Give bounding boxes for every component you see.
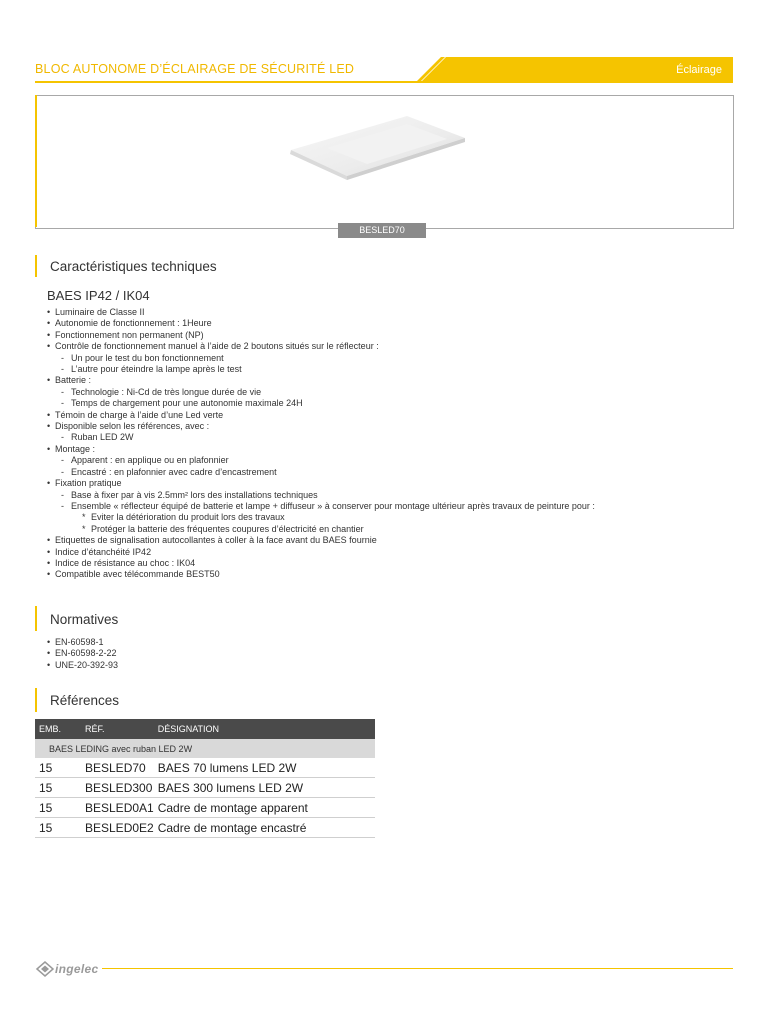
image-caption: BESLED70	[338, 223, 426, 238]
product-image	[287, 110, 467, 180]
specs-heading: Caractéristiques techniques	[50, 259, 217, 274]
spec-item: - Ruban LED 2W	[47, 432, 595, 443]
spec-item: • Montage :	[47, 444, 595, 455]
spec-item: • Fixation pratique	[47, 478, 595, 489]
cell-emb: 15	[35, 778, 81, 798]
table-row	[35, 778, 375, 798]
cell-emb: 15	[35, 818, 81, 838]
footer-rule	[102, 968, 733, 969]
cell-designation: Cadre de montage encastré	[154, 818, 375, 838]
cell-emb: 15	[35, 758, 81, 778]
table-row	[35, 818, 375, 838]
normative-item: • EN-60598-1	[47, 637, 118, 648]
section-accent-specs	[35, 255, 37, 277]
spec-item: - Temps de chargement pour une autonomie maximale 24H	[47, 398, 595, 409]
spec-item: - Apparent : en applique ou en plafonnier	[47, 455, 595, 466]
normatives-heading: Normatives	[50, 612, 119, 627]
category-label: Éclairage	[676, 64, 722, 76]
spec-item: * Eviter la détérioration du produit lors des travaux	[47, 512, 595, 523]
footer-brand: ingelec	[55, 962, 99, 976]
spec-item: • Fonctionnement non permanent (NP)	[47, 330, 595, 341]
column-header-designation: DÉSIGNATION	[154, 719, 375, 739]
spec-item: * Protéger la batterie des fréquentes coupures d’électricité en chantier	[47, 524, 595, 535]
cell-ref: BESLED0E2	[81, 818, 154, 838]
section-accent-references	[35, 688, 37, 712]
spec-item: • Luminaire de Classe II	[47, 307, 595, 318]
column-header-ref: RÉF.	[81, 719, 154, 739]
normative-item: • UNE-20-392-93	[47, 660, 118, 671]
cell-ref: BESLED70	[81, 758, 154, 778]
spec-item: • Autonomie de fonctionnement : 1Heure	[47, 318, 595, 329]
table-header-row	[35, 719, 375, 739]
spec-item: • Compatible avec télécommande BEST50	[47, 569, 595, 580]
spec-item: • Batterie :	[47, 375, 595, 386]
table-row	[35, 758, 375, 778]
spec-item: • Disponible selon les références, avec :	[47, 421, 595, 432]
specs-subheading: BAES IP42 / IK04	[47, 288, 150, 303]
references-heading: Références	[50, 693, 120, 708]
spec-item: • Témoin de charge à l’aide d’une Led verte	[47, 410, 595, 421]
cell-designation: Cadre de montage apparent	[154, 798, 375, 818]
spec-item: • Etiquettes de signalisation autocollantes à coller à la face avant du BAES fournie	[47, 535, 595, 546]
normatives-list	[47, 637, 118, 671]
spec-item: • Indice de résistance au choc : IK04	[47, 558, 595, 569]
column-header-emb: EMB.	[35, 719, 81, 739]
spec-item: • Indice d’étanchéité IP42	[47, 547, 595, 558]
cell-ref: BESLED0A1	[81, 798, 154, 818]
references-table	[35, 719, 375, 838]
cell-designation: BAES 70 lumens LED 2W	[154, 758, 375, 778]
cell-ref: BESLED300	[81, 778, 154, 798]
group-label: BAES LEDING avec ruban LED 2W	[35, 739, 375, 758]
spec-item: - Encastré : en plafonnier avec cadre d’encastrement	[47, 467, 595, 478]
spec-item: - L’autre pour éteindre la lampe après le test	[47, 364, 595, 375]
header-title-area	[35, 56, 455, 83]
spec-item: - Base à fixer par à vis 2.5mm² lors des installations techniques	[47, 490, 595, 501]
image-frame-accent	[35, 95, 37, 227]
page-title: BLOC AUTONOME D’ÉCLAIRAGE DE SÉCURITÉ LED	[35, 62, 355, 76]
spec-item: • Contrôle de fonctionnement manuel à l’aide de 2 boutons situés sur le réflecteur :	[47, 341, 595, 352]
table-group-row	[35, 739, 375, 758]
spec-item: - Ensemble « réflecteur équipé de batterie et lampe + diffuseur » à conserver pour montage ultérieur après travaux de peinture pour :	[47, 501, 595, 512]
normative-item: • EN-60598-2-22	[47, 648, 118, 659]
cell-emb: 15	[35, 798, 81, 818]
table-row	[35, 798, 375, 818]
spec-item: - Technologie : Ni-Cd de très longue durée de vie	[47, 387, 595, 398]
spec-item: - Un pour le test du bon fonctionnement	[47, 353, 595, 364]
header-rule	[35, 81, 733, 83]
section-accent-normatives	[35, 606, 37, 631]
specs-list	[47, 307, 595, 581]
cell-designation: BAES 300 lumens LED 2W	[154, 778, 375, 798]
